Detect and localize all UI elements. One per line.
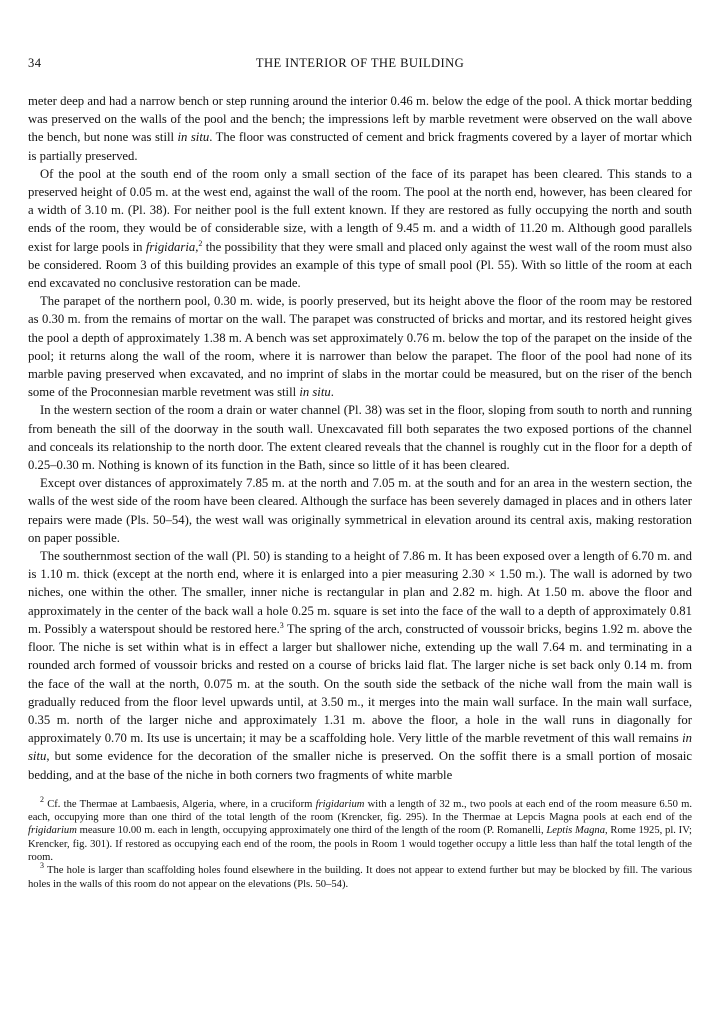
body-paragraph	[28, 92, 692, 165]
text-run: with a length of 32 m., two pools at each end of the room measure 6.50 m. each, occupying more than one third of the total length of the room (Krencker, fig. 295). In the Thermae at Lepcis Magna pools at each end of the	[28, 798, 692, 824]
text-run: The hole is larger than scaffolding holes found elsewhere in the building. It does not appear to extend further but may be blocked by fill. The various holes in the walls of this room do not appear on the elevations (Pls. 50–54).	[28, 865, 692, 890]
footnote	[28, 861, 692, 891]
text-run: Cf. the Thermae at Lambaesis, Algeria, where, in a cruciform	[44, 798, 316, 810]
italic-text: frigidaria	[145, 239, 196, 254]
footnote-marker: 2	[40, 794, 44, 804]
text-run: The spring of the arch, constructed of voussoir bricks, begins 1.92 m. above the floor. The niche is set within what is in effect a larger but shallower niche, extending up the wall 7.64 m. and terminating in a rounded arch formed of voussoir bricks and rested on a course of bricks laid flat. The larger niche is set back only 0.14 m. from the face of the wall at the north, 0.075 m. at the south. On the south side the setback of the niche wall from the main wall is gradually reduced from the floor level upwards until, at 3.50 m., it merges into the main wall surface. In the main wall surface, 0.35 m. north of the larger niche and approximately 1.31 m. above the floor, a hole in the wall runs in diagonally for approximately 0.70 m. Its use is uncertain; it may be a scaffolding hole. Very little of the marble revetment of this wall remains	[28, 621, 692, 746]
body-paragraph	[28, 401, 692, 474]
text-run: . The floor was constructed of cement and brick fragments covered by a layer of mortar which is partially preserved.	[28, 130, 692, 163]
page-number: 34	[28, 56, 42, 70]
text-run: the possibility that they were small and placed only against the west wall of the room must also be considered. Room 3 of this building provides an example of this type of small pool (Pl. 55). With so little of the room at each end excavated no conclusive restoration can be made.	[28, 239, 692, 291]
italic-text: in situ	[177, 130, 210, 145]
body-paragraph	[28, 292, 692, 401]
text-run: In the western section of the room a drain or water channel (Pl. 38) was set in the floor, sloping from south to north and running from beneath the sill of the doorway in the south wall. Unexcavated fill both separates the two exposed portions of the channel and conceals its relationship to the north door. The extent cleared reveals that the channel is roughly cut in the floor for a depth of 0.25–0.30 m. Nothing is known of its function in the Bath, since so little of it has been cleared.	[28, 403, 692, 473]
footnote	[28, 794, 693, 864]
italic-text: Leptis Magna	[546, 825, 606, 837]
text-run: .	[330, 385, 334, 400]
document-page	[28, 56, 692, 891]
footnote-marker: 2	[198, 238, 203, 248]
text-run: , Rome 1925, pl. IV; Krencker, fig. 301). If restored as occupying each end of the room, the pools in Room 1 would together occupy a little less than half the total length of the room.	[28, 825, 693, 863]
body-paragraph	[28, 474, 692, 547]
italic-text: frigidarium	[315, 798, 365, 810]
footnote-marker: 3	[40, 861, 44, 871]
text-run: ,	[195, 239, 199, 254]
italic-text: frigidarium	[28, 825, 77, 837]
footnote-marker: 3	[279, 620, 284, 630]
italic-text: in situ	[28, 731, 692, 764]
running-title: THE INTERIOR OF THE BUILDING	[255, 56, 465, 70]
text-run: , but some evidence for the decoration of the smaller niche is preserved. On the soffit there is a small portion of mosaic bedding, and at the base of the niche in both corners two fragments of white marble	[28, 749, 692, 782]
body-text	[28, 92, 692, 784]
body-paragraph	[28, 547, 692, 784]
text-run: Except over distances of approximately 7.85 m. at the north and 7.05 m. at the south and for an area in the western section, the walls of the west side of the room have been cleared. Although the surface has been severely damaged in places and in others later repairs were made (Pls. 50–54), the west wall was originally symmetrical in elevation around its central axis, making restoration on paper possible.	[28, 476, 692, 545]
body-paragraph	[28, 165, 692, 292]
footnotes	[28, 794, 693, 891]
italic-text: in situ	[299, 385, 331, 400]
text-run: meter deep and had a narrow bench or step running around the interior 0.46 m. below the edge of the pool. A thick mortar bedding was preserved on the walls of the pool and the bench; the impressions left by marble revetment were observed on the wall above the bench, but none was still	[28, 94, 692, 145]
text-run: The parapet of the northern pool, 0.30 m. wide, is poorly preserved, but its height above the floor of the room may be restored as 0.30 m. from the remains of mortar on the wall. The parapet was constructed of bricks and mortar, and its restored height gives the pool a depth of approximately 1.38 m. A bench was set approximately 0.76 m. below the top of the parapet on the inside of the pool; it returns along the wall of the room, where it is narrower than below the parapet. The floor of the pool had none of its marble paving preserved when excavated, and no imprint of slabs in the mortar could be measured, but on the riser of the bench some of the Proconnesian marble revetment was still	[28, 294, 692, 400]
text-run: The southernmost section of the wall (Pl. 50) is standing to a height of 7.86 m. It has been exposed over a length of 6.70 m. and is 1.10 m. thick (except at the north end, where it is enlarged into a pier measuring 2.30 × 1.50 m.). The wall is adorned by two niches, one within the other. The smaller, inner niche is rectangular in plan and 2.82 m. high. At 1.50 m. above the floor and approximately in the center of the back wall a hole 0.25 m. square is set into the face of the wall to a depth of approximately 0.81 m. Possibly a waterspout should be restored here.	[28, 549, 692, 636]
text-run: measure 10.00 m. each in length, occupying approximately one third of the length of the room (P. Romanelli,	[76, 825, 547, 837]
running-head	[28, 56, 692, 76]
text-run: Of the pool at the south end of the room only a small section of the face of its parapet has been cleared. This stands to a preserved height of 0.05 m. at the west end, against the wall of the room. The pool at the north end, however, has been cleared for a width of 3.10 m. (Pl. 38). For neither pool is the full extent known. If they are restored as fully occupying the north and south ends of the room, they would be of considerable size, with a length of 9.45 m. and a width of 11.20 m. Although good parallels exist for large pools in	[28, 166, 692, 254]
